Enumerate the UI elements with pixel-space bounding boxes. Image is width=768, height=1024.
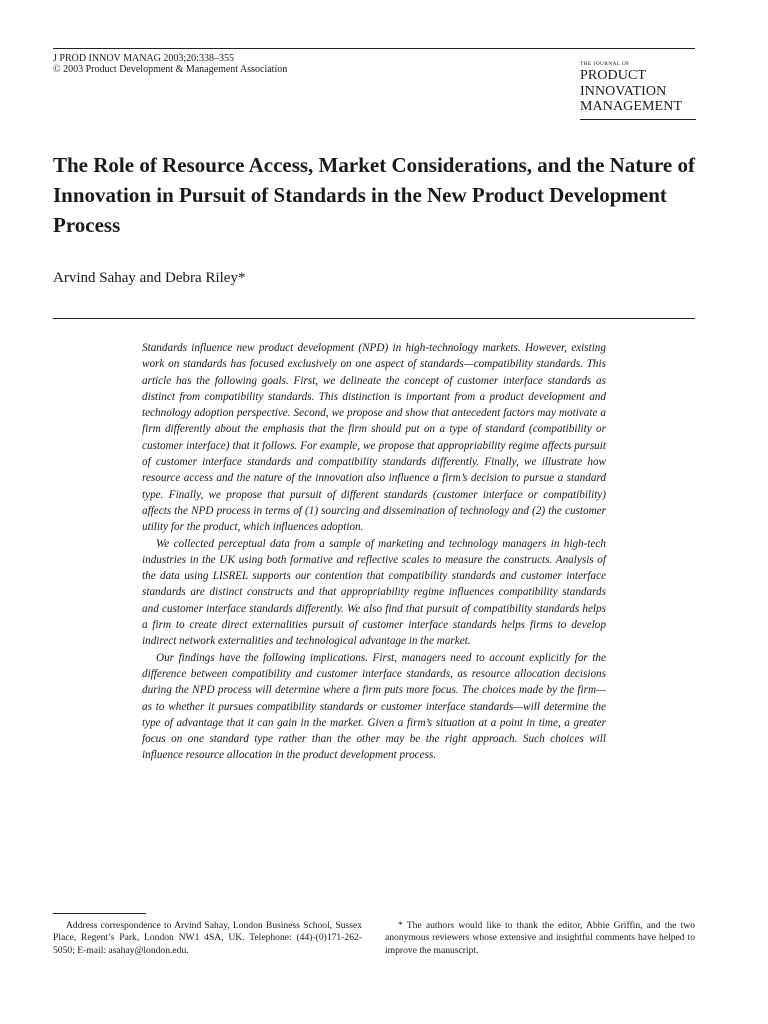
article-authors: Arvind Sahay and Debra Riley* bbox=[53, 270, 246, 286]
article-title: The Role of Resource Access, Market Considerations, and the Nature of Innovation in Pursuit of Standards in the New Product Development Process bbox=[53, 153, 695, 237]
title-rule bbox=[53, 318, 695, 319]
logo-pretitle: THE JOURNAL OF bbox=[580, 61, 630, 67]
acknowledgement-footnote: * The authors would like to thank the editor, Abbie Griffin, and the two anonymous reviewers whose extensive and insightful comments have helped to improve the manuscript. bbox=[385, 920, 695, 956]
citation-line: J PROD INNOV MANAG 2003;20:338–355 bbox=[53, 53, 234, 64]
logo-rule bbox=[580, 119, 696, 120]
footnote-rule bbox=[53, 913, 146, 914]
abstract-paragraph: We collected perceptual data from a sample of marketing and technology managers in high-tech industries in the UK using both formative and reflective scales to measure the constructs. Analysis of the data using LISREL supports our contention that compatibility standards and customer interface standards are distinct constructs and that appropriability regime influences compatibility standards and customer interface standards differently. We also find that pursuit of compatibility standards helps a firm to create direct externalities pursuit of customer interface standards helps firms to develop indirect network externalities and technological advantage in the market. bbox=[142, 537, 606, 648]
journal-header bbox=[53, 53, 287, 75]
logo-line-2: INNOVATION bbox=[580, 83, 667, 99]
header-rule bbox=[53, 48, 695, 49]
logo-line-3: MANAGEMENT bbox=[580, 99, 683, 114]
abstract bbox=[142, 340, 606, 764]
journal-logo bbox=[580, 60, 696, 120]
correspondence-footnote: Address correspondence to Arvind Sahay, London Business School, Sussex Place, Regent’s Park, London NW1 4SA, UK. Telephone: (44)-(0)171-262-5050; E-mail: asahay@london.edu. bbox=[53, 920, 362, 956]
copyright-line: © 2003 Product Development & Management Association bbox=[53, 64, 288, 75]
abstract-paragraph: Standards influence new product development (NPD) in high-technology markets. However, existing work on standards has focused exclusively on one aspect of standards—compatibility standards. This article has the following goals. First, we delineate the concept of customer interface standards as distinct from compatibility standards. This distinction is important from a product development and technology adoption perspective. Second, we propose and show that antecedent factors may motivate a firm differently about the emphasis that the firm should put on a type of standard (compatibility or customer interface) that it follows. For example, we propose that appropriability regime affects pursuit of customer interface standards and compatibility standards differently. Finally, we illustrate how resource access and the nature of the innovation also influence a firm’s decision to pursue a standard type. Finally, we propose that pursuit of different standards (customer interface or compatibility) affects the NPD process in terms of (1) sourcing and dissemination of technology and (2) the customer utility for the product, which influences adoption. bbox=[142, 342, 606, 534]
abstract-paragraph: Our findings have the following implications. First, managers need to account explicitly for the difference between compatibility and customer interface standards, as resource allocation decisions during the NPD process will determine where a firm puts more focus. The choices made by the firm—as to whether it pursues compatibility standards or customer interface standards—will determine the type of advantage that it can gain in the market. Given a firm’s situation at a point in time, a greater focus on one standard type rather than the other may be the right approach. Such choices will influence resource allocation in the product development process. bbox=[142, 651, 606, 762]
logo-line-1: PRODUCT bbox=[580, 68, 647, 83]
